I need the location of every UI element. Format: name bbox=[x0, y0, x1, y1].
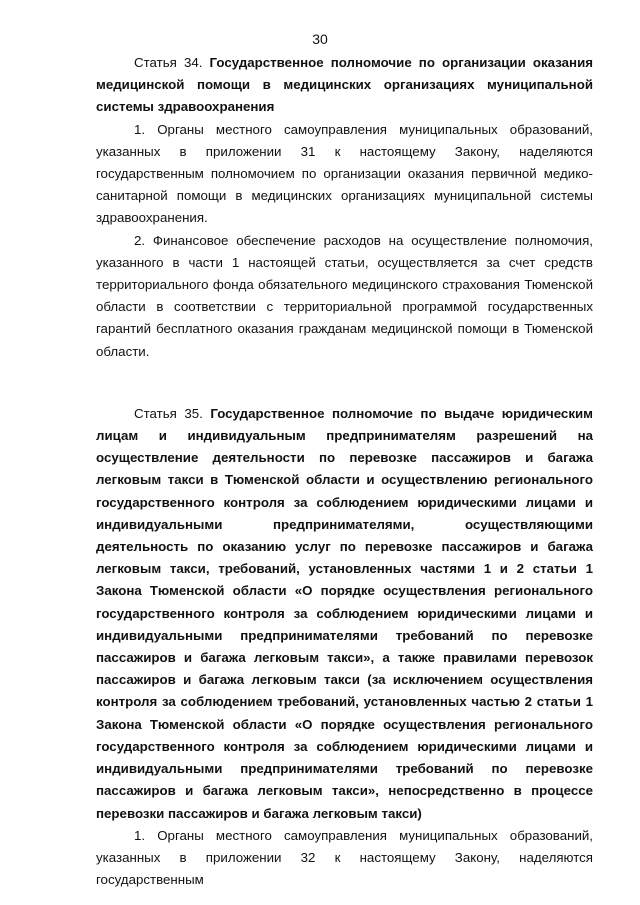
page-number: 30 bbox=[312, 31, 328, 47]
article-35-paragraph-1: 1. Органы местного самоуправления муниципальных образований, указанных в приложении 32 к настоящему Закону, наделяются государственным bbox=[96, 827, 593, 888]
article-35-prefix: Статья 35. bbox=[134, 405, 203, 421]
section-spacer bbox=[96, 363, 593, 403]
article-34-paragraph-1: 1. Органы местного самоуправления муниципальных образований, указанных в приложении 31 к настоящему Закону, наделяются государственным полномочием по организации оказания первичной медико-санитарной помощи в медицинских организациях муниципальной системы здравоохранения. bbox=[96, 121, 593, 226]
article-35-title: Государственное полномочие по выдаче юридическим лицам и индивидуальным предпринимателям разрешений на осуществление деятельности по перевозке пассажиров и багажа легковым такси в Тюменской области и осуществлению регионального государственного контроля за соблюдением юридическими лицами и индивидуальными предпринимателями, осуществляющими деятельность по оказанию услуг по перевозке пассажиров и багажа легковым такси, требований, установленных частями 1 и 2 статьи 1 Закона Тюменской области «О порядке осуществления регионального государственного контроля за соблюдением юридическими лицами и индивидуальными предпринимателями требований по перевозке пассажиров и багажа легковым такси», а также правилами перевозок пассажиров и багажа легковым такси (за исключением осуществления контроля за соблюдением требований, установленных частью 2 статьи 1 Закона Тюменской области «О порядке осуществления регионального государственного контроля за соблюдением юридическими лицами и индивидуальными предпринимателями требований по перевозке пассажиров и багажа легковым такси», непосредственно в процессе перевозки пассажиров и багажа легковым такси) bbox=[96, 405, 593, 821]
article-34-paragraph-2: 2. Финансовое обеспечение расходов на осуществление полномочия, указанного в части 1 настоящей статьи, осуществляется за счет средств территориального фонда обязательного медицинского страхования Тюменской области в соответствии с территориальной программой государственных гарантий бесплатного оказания гражданам медицинской помощи в Тюменской области. bbox=[96, 232, 593, 359]
article-34-prefix: Статья 34. bbox=[134, 55, 203, 70]
document-body bbox=[96, 52, 593, 891]
article-34-heading bbox=[96, 52, 593, 119]
article-34-title: Государственное полномочие по организации оказания медицинской помощи в медицинских организациях муниципальной системы здравоохранения bbox=[96, 55, 593, 115]
article-35-heading bbox=[96, 403, 593, 825]
